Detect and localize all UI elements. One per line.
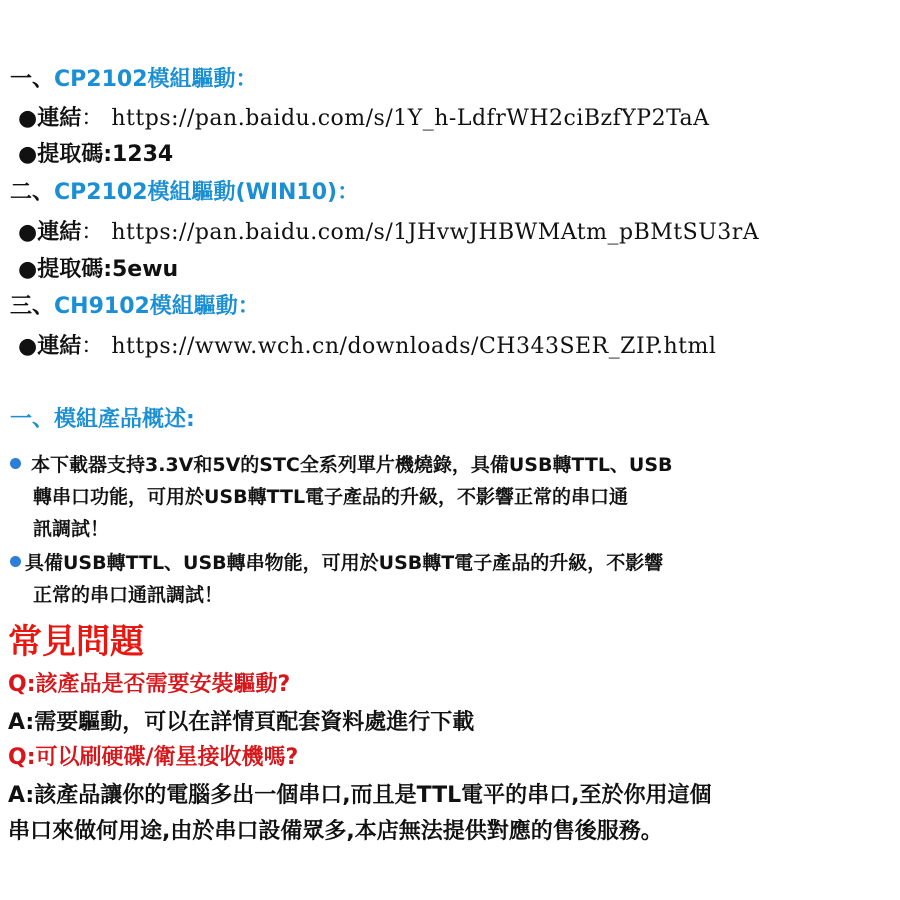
driver-1-title: CP2102模組驅動： [54, 67, 258, 92]
driver-3-heading [10, 289, 260, 320]
driver-2-code-value: :5ewu [103, 257, 179, 282]
faq-answer-2-line-2: 串口來做何用途,由於串口設備眾多,本店無法提供對應的售後服務。 [8, 819, 663, 844]
driver-2-link-sep: ： [81, 220, 104, 245]
driver-2-code-row [18, 252, 178, 283]
driver-1-code-row [18, 137, 173, 168]
overview-bullet-1-line-3: 訊調試！ [33, 518, 110, 540]
faq-heading: 常見問題 [8, 622, 144, 662]
overview-bullet-1-line-1 [10, 450, 673, 477]
driver-2-heading [10, 175, 359, 206]
driver-1-number: 一、 [10, 67, 55, 92]
driver-2-link-url[interactable]: https://pan.baidu.com/s/1JHvwJHBWMAtm_pBMtSU3rA [111, 220, 760, 245]
driver-1-code-label: ●提取碼 [18, 142, 104, 167]
driver-1-link-label: ●連結 [18, 106, 82, 131]
driver-2-code-label: ●提取碼 [18, 257, 104, 282]
driver-1-link-url[interactable]: https://pan.baidu.com/s/1Y_h-LdfrWH2ciBzfYP2TaA [111, 106, 710, 131]
driver-1-link-sep: ： [81, 106, 104, 131]
driver-2-title: CP2102模組驅動(WIN10)： [54, 180, 360, 205]
driver-1-heading [10, 62, 258, 93]
driver-3-link-label: ●連結 [18, 334, 82, 359]
faq-answer-2-line-1: A:該產品讓你的電腦多出一個串口,而且是TTL電平的串口,至於你用這個 [8, 783, 712, 808]
driver-3-link-sep: ： [81, 334, 104, 359]
faq-question-2: Q:可以刷硬碟/衛星接收機嗎? [8, 745, 299, 770]
overview-bullet-2-line-2: 正常的串口通訊調試！ [33, 584, 224, 606]
faq-question-1: Q:該產品是否需要安裝驅動? [8, 672, 291, 697]
driver-2-link-row [18, 215, 759, 246]
bullet-dot-icon [10, 458, 21, 469]
driver-3-link-url[interactable]: https://www.wch.cn/downloads/CH343SER_ZIP.html [111, 334, 717, 359]
driver-1-code-value: :1234 [103, 142, 174, 167]
driver-3-title: CH9102模組驅動： [54, 294, 260, 319]
driver-3-number: 三、 [10, 294, 55, 319]
bullet-dot-icon [10, 556, 21, 567]
driver-2-number: 二、 [10, 180, 55, 205]
driver-3-link-row [18, 329, 716, 360]
driver-2-link-label: ●連結 [18, 220, 82, 245]
faq-answer-1: A:需要驅動，可以在詳情頁配套資料處進行下載 [8, 710, 475, 735]
overview-title: 一、模組產品概述: [10, 407, 195, 432]
overview-bullet-1-text-1: 本下載器支持3.3V和5V的STC全系列單片機燒錄，具備USB轉TTL、USB [31, 454, 673, 476]
overview-bullet-2-text-1: 具備USB轉TTL、USB轉串物能，可用於USB轉T電子產品的升級，不影響 [25, 552, 664, 574]
driver-1-link-row [18, 101, 710, 132]
overview-bullet-1-line-2: 轉串口功能，可用於USB轉TTL電子產品的升級，不影響正常的串口通 [33, 486, 629, 508]
overview-bullet-2-line-1 [10, 548, 663, 575]
